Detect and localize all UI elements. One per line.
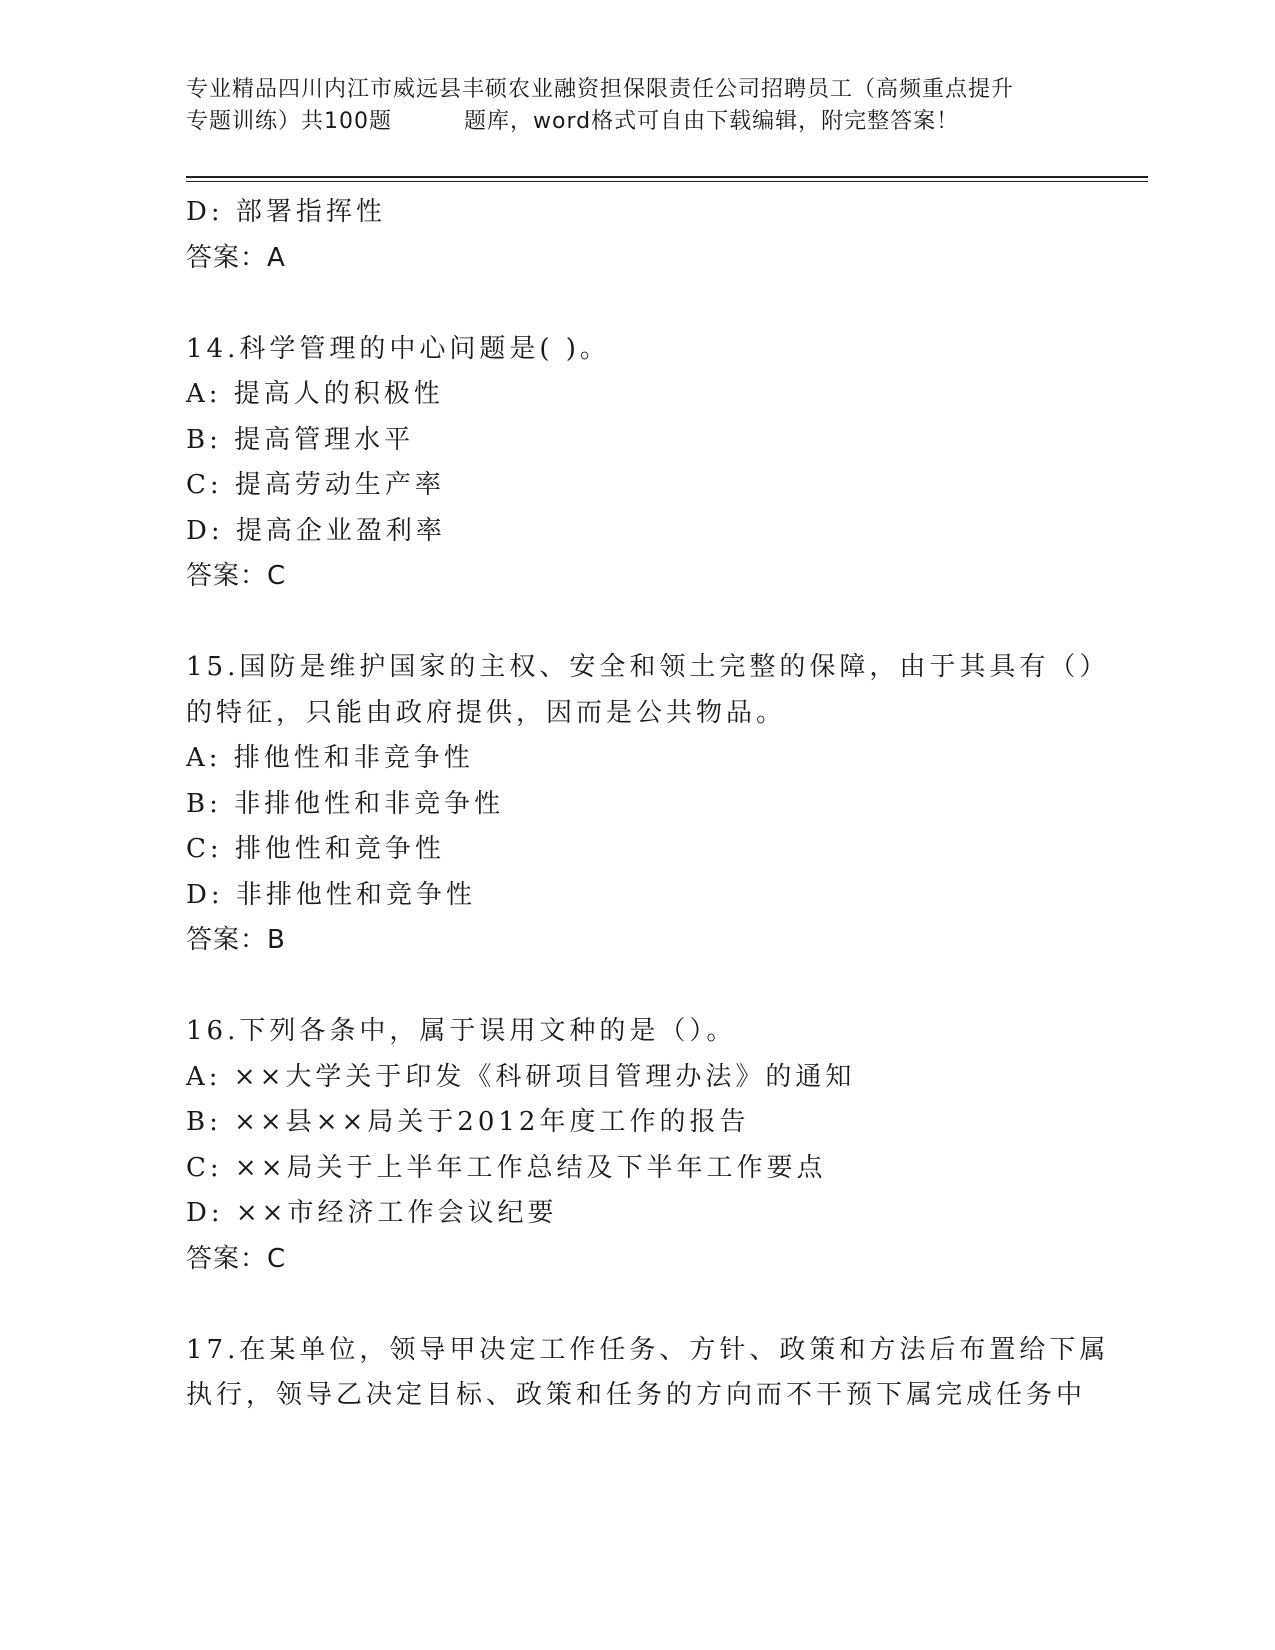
header-line-1: 专业精品四川内江市威远县丰硕农业融资担保限责任公司招聘员工（高频重点提升 [186, 77, 1015, 102]
prev-answer: 答案：A [186, 242, 286, 273]
option-b: B: 提高管理水平 [186, 424, 415, 455]
answer: 答案：B [186, 925, 286, 955]
option-c: C: 排他性和竞争性 [186, 834, 445, 864]
question-14 [186, 327, 1146, 600]
option-d: D: 非排他性和竞争性 [186, 879, 476, 910]
header-line-2-right: 题库，word格式可自由下载编辑，附完整答案！ [464, 109, 960, 134]
question-text-line-2: 执行，领导乙决定目标、政策和任务的方向而不干预下属完成任务中 [186, 1380, 1087, 1410]
option-a: A: 排他性和非竞争性 [186, 743, 474, 773]
prev-option-d: D: 部署指挥性 [186, 197, 386, 227]
option-a: A: ××大学关于印发《科研项目管理办法》的通知 [186, 1061, 856, 1092]
question-text-line-1: 17.在某单位，领导甲决定工作任务、方针、政策和方法后布置给下属 [186, 1334, 1110, 1365]
question-17 [186, 1328, 1146, 1419]
header-line-2 [186, 106, 1086, 138]
header-line-2-left: 专题训练）共100题 [186, 109, 392, 134]
option-c: C: ××局关于上半年工作总结及下半年工作要点 [186, 1152, 827, 1183]
question-text: 14.科学管理的中心问题是( )。 [186, 333, 610, 364]
option-b: B: 非排他性和非竞争性 [186, 788, 505, 819]
header-divider-thick [186, 176, 1148, 178]
question-text: 16.下列各条中，属于误用文种的是（）。 [186, 1016, 737, 1046]
question-16 [186, 1009, 1146, 1282]
answer: 答案：C [186, 561, 287, 591]
header-divider-thin [186, 181, 1148, 182]
option-b: B: ××县××局关于2012年度工作的报告 [186, 1107, 750, 1137]
option-c: C: 提高劳动生产率 [186, 470, 445, 500]
question-text-line-2: 的特征，只能由政府提供，因而是公共物品。 [186, 697, 787, 728]
option-d: D: ××市经济工作会议纪要 [186, 1198, 558, 1228]
question-text-line-1: 15.国防是维护国家的主权、安全和领土完整的保障，由于其具有（） [186, 652, 1110, 682]
option-d: D: 提高企业盈利率 [186, 515, 446, 546]
option-a: A: 提高人的积极性 [186, 379, 444, 409]
answer: 答案：C [186, 1243, 287, 1274]
question-15 [186, 645, 1146, 964]
page-header [186, 74, 1086, 138]
question-list [186, 190, 1146, 1419]
